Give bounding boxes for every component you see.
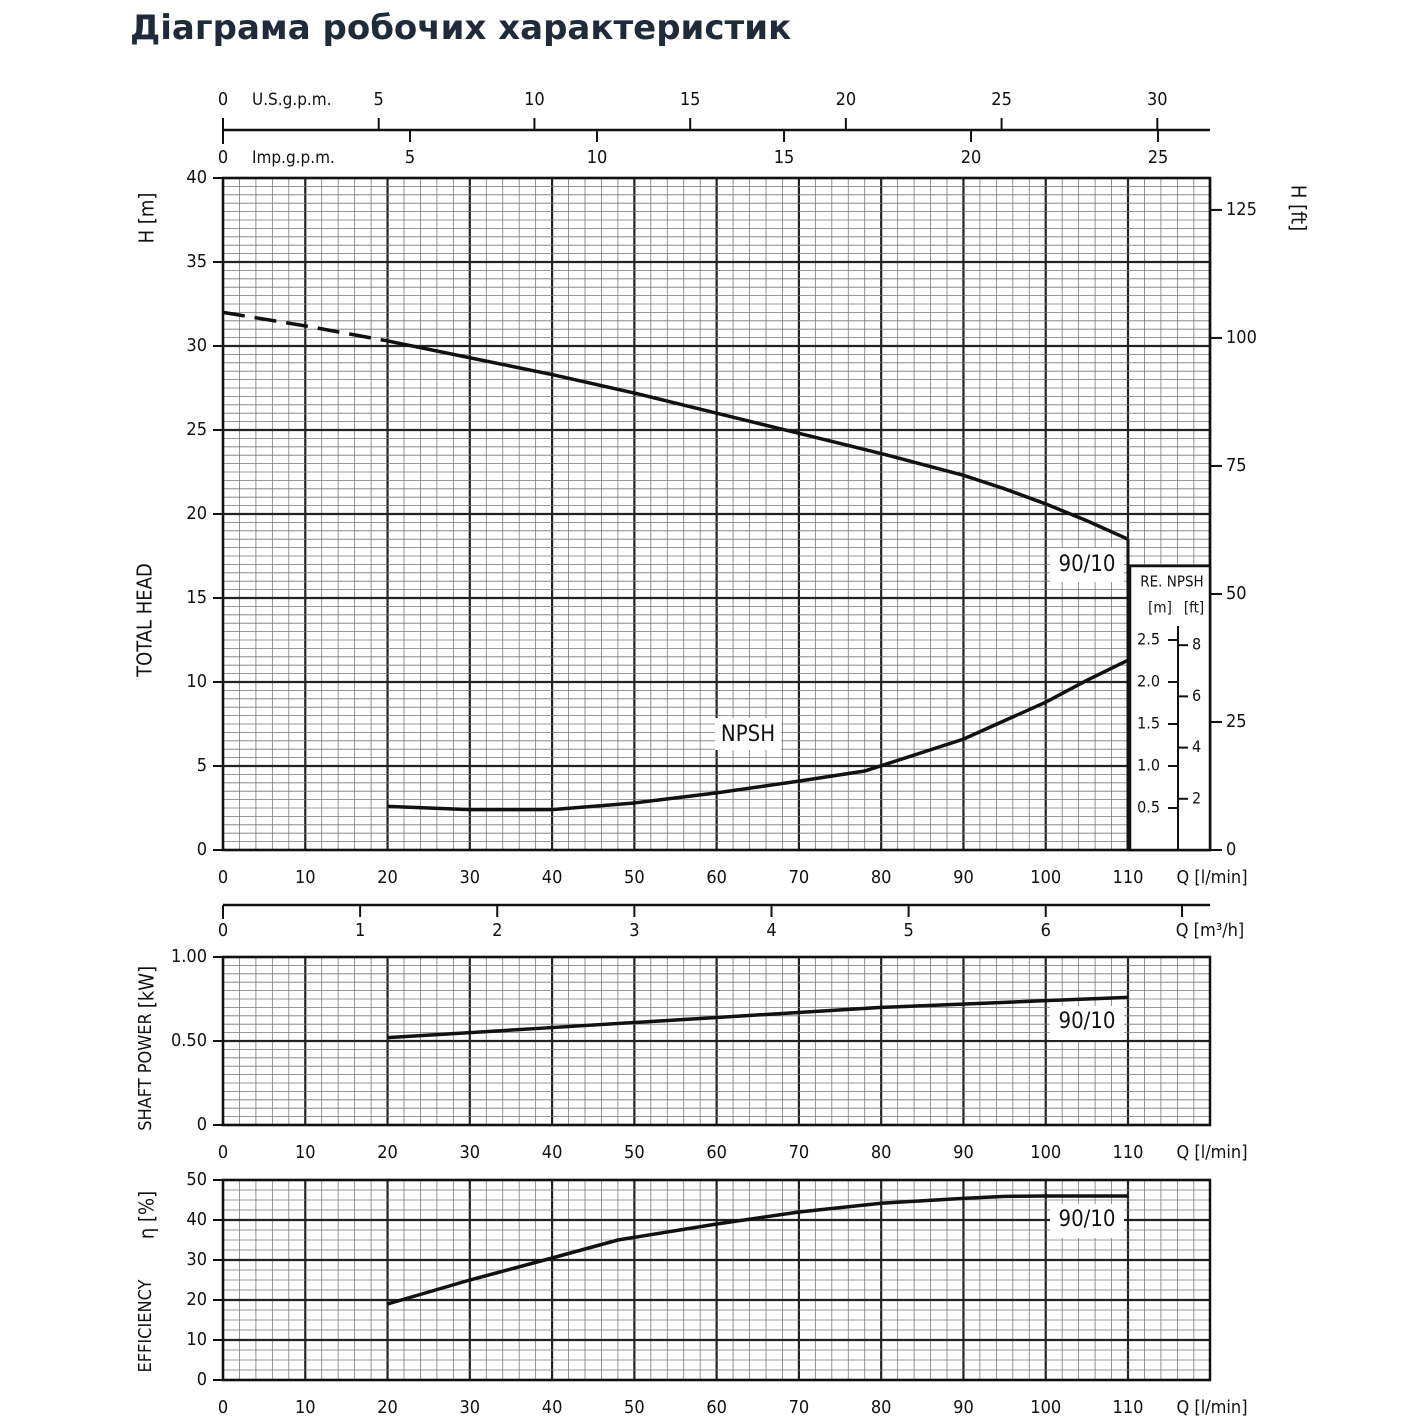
x-axis-label: Q [l/min] bbox=[1176, 1142, 1248, 1163]
usgpm-tick-label: 30 bbox=[1147, 89, 1168, 110]
x-tick-label: 90 bbox=[953, 1142, 974, 1163]
y-axis-label: TOTAL HEAD bbox=[132, 563, 157, 677]
y-tick-label: 35 bbox=[186, 251, 207, 272]
y-tick-label: 40 bbox=[186, 1209, 207, 1230]
impgpm-tick-label: 15 bbox=[773, 147, 795, 168]
x-tick-label: 30 bbox=[459, 1142, 481, 1163]
y-unit-label: [kW] bbox=[134, 965, 159, 1009]
impgpm-tick-label: 20 bbox=[960, 147, 982, 168]
x-axis-label: Q [l/min] bbox=[1176, 867, 1248, 888]
y-tick-label: 20 bbox=[186, 503, 207, 524]
impgpm-tick-label: 10 bbox=[586, 147, 608, 168]
x-tick-label: 70 bbox=[788, 1142, 810, 1163]
x-tick-label: 50 bbox=[624, 1397, 645, 1418]
page-title: Діаграма робочих характеристик bbox=[130, 8, 792, 48]
x-tick-label: 30 bbox=[459, 867, 481, 888]
head-curve-90-10 bbox=[388, 341, 1128, 539]
x-tick-label: 0 bbox=[217, 867, 229, 888]
y-unit-label: H [m] bbox=[134, 192, 159, 244]
x-tick-label: 40 bbox=[541, 867, 563, 888]
npsh-scale-title: RE. NPSH bbox=[1140, 572, 1204, 591]
m3h-tick-label: 0 bbox=[217, 920, 229, 941]
y-tick-label: 50 bbox=[186, 1169, 207, 1190]
usgpm-tick-label: 15 bbox=[679, 89, 701, 110]
x-tick-label: 20 bbox=[377, 1397, 398, 1418]
npsh-m-tick-label: 1.5 bbox=[1137, 713, 1160, 733]
x-tick-label: 100 bbox=[1030, 1397, 1062, 1418]
usgpm-tick-label: 10 bbox=[524, 89, 545, 110]
m3h-tick-label: 2 bbox=[492, 920, 503, 941]
y-axis-label: EFFICIENCY bbox=[135, 1279, 156, 1373]
npsh-m-tick-label: 2.0 bbox=[1137, 671, 1160, 691]
x-tick-label: 60 bbox=[706, 1142, 727, 1163]
y-tick-label: 10 bbox=[186, 1329, 207, 1350]
x-tick-label: 100 bbox=[1030, 867, 1062, 888]
y2-unit-label: H [ft] bbox=[1286, 184, 1311, 232]
x-axis-label: Q [l/min] bbox=[1176, 1397, 1248, 1418]
x-tick-label: 50 bbox=[624, 867, 645, 888]
npsh-ft-tick-label: 2 bbox=[1192, 788, 1202, 808]
y-unit-label: η [%] bbox=[134, 1190, 159, 1240]
y-tick-label: 40 bbox=[186, 167, 207, 188]
ft-tick-label: 50 bbox=[1226, 582, 1247, 604]
x-tick-label: 10 bbox=[294, 867, 316, 888]
npsh-m-tick-label: 2.5 bbox=[1137, 629, 1160, 649]
y-tick-label: 0.50 bbox=[170, 1030, 207, 1051]
x-tick-label: 70 bbox=[788, 1397, 810, 1418]
m3h-tick-label: 3 bbox=[629, 920, 640, 941]
power-curve-90-10 bbox=[388, 997, 1128, 1037]
npsh-curve-label: NPSH bbox=[720, 722, 776, 747]
m3h-tick-label: 5 bbox=[903, 920, 914, 941]
npsh-ft-tick-label: 4 bbox=[1192, 737, 1202, 757]
npsh-unit-ft: [ft] bbox=[1183, 598, 1205, 617]
y-tick-label: 0 bbox=[196, 1369, 207, 1390]
x-tick-label: 10 bbox=[294, 1397, 316, 1418]
impgpm-tick-label: 5 bbox=[404, 147, 416, 168]
y-tick-label: 25 bbox=[186, 419, 207, 440]
x-tick-label: 0 bbox=[217, 1397, 229, 1418]
npsh-m-tick-label: 0.5 bbox=[1137, 797, 1160, 817]
npsh-ft-tick-label: 6 bbox=[1192, 685, 1202, 705]
x-tick-label: 20 bbox=[377, 1142, 398, 1163]
ft-tick-label: 25 bbox=[1226, 710, 1247, 732]
npsh-unit-m: [m] bbox=[1148, 598, 1172, 617]
x-tick-label: 60 bbox=[706, 867, 727, 888]
y-tick-label: 30 bbox=[186, 335, 207, 356]
y-axis-label: SHAFT POWER bbox=[135, 1013, 156, 1131]
m3h-tick-label: 1 bbox=[354, 920, 366, 941]
impgpm-label: Imp.g.p.m. bbox=[252, 148, 335, 168]
power-curve-label: 90/10 bbox=[1058, 1009, 1116, 1034]
y-tick-label: 0 bbox=[196, 1114, 207, 1135]
x-tick-label: 110 bbox=[1112, 1397, 1144, 1418]
x-tick-label: 50 bbox=[624, 1142, 645, 1163]
efficiency-curve-label: 90/10 bbox=[1058, 1207, 1116, 1232]
x-tick-label: 100 bbox=[1030, 1142, 1062, 1163]
m3h-tick-label: 6 bbox=[1040, 920, 1051, 941]
m3h-axis-label: Q [m³/h] bbox=[1175, 920, 1245, 941]
y-tick-label: 30 bbox=[186, 1249, 207, 1270]
x-tick-label: 30 bbox=[459, 1397, 481, 1418]
usgpm-label: U.S.g.p.m. bbox=[252, 90, 332, 110]
ft-tick-label: 125 bbox=[1226, 198, 1257, 220]
x-tick-label: 40 bbox=[541, 1397, 563, 1418]
usgpm-tick-label: 5 bbox=[373, 89, 384, 110]
ft-tick-label: 0 bbox=[1226, 839, 1237, 860]
y-tick-label: 0 bbox=[196, 839, 207, 860]
x-tick-label: 90 bbox=[953, 1397, 974, 1418]
x-tick-label: 80 bbox=[870, 1397, 892, 1418]
npsh-ft-tick-label: 8 bbox=[1192, 634, 1202, 654]
m3h-tick-label: 4 bbox=[766, 920, 777, 941]
y-tick-label: 5 bbox=[196, 755, 207, 776]
y-tick-label: 10 bbox=[186, 671, 207, 692]
usgpm-tick-label: 0 bbox=[217, 89, 229, 110]
y-tick-label: 15 bbox=[186, 587, 207, 608]
x-tick-label: 110 bbox=[1112, 1142, 1144, 1163]
x-tick-label: 0 bbox=[217, 1142, 229, 1163]
y-tick-label: 20 bbox=[186, 1289, 207, 1310]
x-tick-label: 90 bbox=[953, 867, 974, 888]
impgpm-tick-label: 25 bbox=[1147, 147, 1169, 168]
npsh-m-tick-label: 1.0 bbox=[1137, 755, 1160, 775]
ft-tick-label: 75 bbox=[1226, 454, 1247, 476]
x-tick-label: 10 bbox=[294, 1142, 316, 1163]
x-tick-label: 110 bbox=[1112, 867, 1144, 888]
x-tick-label: 40 bbox=[541, 1142, 563, 1163]
x-tick-label: 80 bbox=[870, 867, 892, 888]
y-tick-label: 1.00 bbox=[170, 946, 207, 967]
impgpm-tick-label: 0 bbox=[217, 147, 229, 168]
x-tick-label: 70 bbox=[788, 867, 810, 888]
x-tick-label: 80 bbox=[870, 1142, 892, 1163]
x-tick-label: 20 bbox=[377, 867, 398, 888]
ft-tick-label: 100 bbox=[1226, 326, 1257, 348]
usgpm-tick-label: 20 bbox=[835, 89, 857, 110]
x-tick-label: 60 bbox=[706, 1397, 727, 1418]
head-curve-label: 90/10 bbox=[1058, 552, 1116, 577]
usgpm-tick-label: 25 bbox=[991, 89, 1012, 110]
